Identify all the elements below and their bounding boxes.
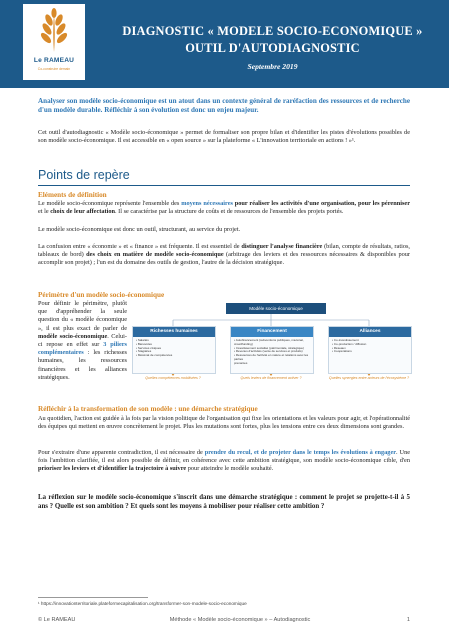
pillar-items (329, 337, 411, 356)
pillar-items (133, 337, 215, 360)
footer-copyright: © Le RAMEAU (38, 617, 76, 623)
text-run: pour atteindre le modèle souhaité. (186, 465, 274, 473)
document-subtitle: OUTIL D'AUTODIAGNOSTIC (185, 41, 360, 55)
list-item: prenantes (234, 360, 248, 365)
footnote-divider (38, 597, 148, 598)
pillar-items (231, 337, 313, 368)
text-run: . Une fois l'ambition clarifiée, il est alors possible de définir, en cohérence avec cette ambition stratégique, son modèle socio-économique cible, d'en (38, 449, 411, 465)
finance-paragraph (38, 243, 410, 268)
list-item: • Services civiques (136, 345, 162, 350)
text-run: prioriser les leviers et d'identifier la trajectoire à suivre (38, 465, 187, 473)
list-item: • Ressources de l'activité en nature et relations avec les parties (234, 353, 309, 361)
list-item: • Salariés (136, 338, 149, 342)
document-title: DIAGNOSTIC « MODELE SOCIO-ECONOMIQUE » (122, 24, 423, 38)
pillar-label: Alliances (329, 327, 411, 337)
pillar-financement (230, 326, 314, 374)
list-item: • Co-investissement (332, 338, 359, 342)
intro-paragraph: Analyser son modèle socio-économique est un atout dans un contexte général de raréfaction des ressources et de recherche d'un modèle durable. Réfléchir à son évolution est donc un enjeu majeur. (38, 97, 410, 114)
list-item: • Autofinancement (subventions publiques, mécénat, crowdfunding) (234, 338, 304, 346)
footer-title: Méthode « Modèle socio-économique » – Autodiagnostic (169, 617, 311, 623)
text-run: moyens nécessaires (181, 200, 233, 207)
list-item: • Réseaux (332, 345, 346, 350)
footnote: ¹ https://innovationterritoriale.plateformecapitalisation.org/transformer-son-modele-socio-economique (38, 601, 247, 606)
text-run: (arbitrage des leviers et des ressources nécessaires & disponibles pour accomplir son projet) ; l'un est du domaine des outils de gestion, l'autre de la décision stratégique. (38, 251, 410, 267)
intro-paragraph-2: Cet outil d'autodiagnostic « Modèle socio-économique » permet de formaliser son propre bilan et d'identifier les pistes d'évolutions possibles de son modèle socio-économique. Il est accessible en « open source » sur la plateforme « L'innovation territoriale en actions ! »¹. (38, 129, 410, 145)
text-run: modèle socio-économique (38, 332, 108, 340)
text-run: 3 piliers complémentaires (38, 341, 127, 357)
list-item: • Mécénat de compétences (136, 353, 173, 358)
text-run: La confusion entre « économie » et « finance » est fréquente. Il est essentiel de (38, 243, 242, 250)
pillars-diagram (132, 303, 410, 385)
pillar-label: Financement (231, 327, 313, 337)
text-run: Pour définir le périmètre, plutôt que d'appréhender la seule question du « modèle économique », il est plus exact de parler de (38, 300, 127, 332)
pillar-question: Quelles synergies entre acteurs de l'écosystème ? (328, 376, 410, 380)
list-item: • Co-production / diffusion (332, 341, 367, 346)
section-heading: Points de repère (38, 168, 130, 182)
logo-tagline: Co-construire demain (37, 67, 71, 71)
list-item: • Revenus d'activités (vente de services et produits) (234, 349, 303, 354)
diagram-title: Modèle socio-économique (226, 303, 326, 314)
logo (23, 4, 85, 80)
subheading-perimeter: Périmètre d'un modèle socio-économique (38, 291, 165, 299)
definition-paragraph (38, 200, 410, 216)
list-item: • Coopérations (332, 349, 352, 354)
text-run: : les richesses humaines, les ressources financières et les alliances stratégiques. (38, 349, 127, 381)
text-run: pour réaliser les activités d'une organisation, pour les pérenniser (232, 200, 410, 207)
subheading-transformation: Réfléchir à la transformation de son modèle : une démarche stratégique (38, 405, 258, 413)
text-run: . Il se caractérise par la structure de coûts et de ressources de l'ensemble des projets portés. (115, 208, 344, 216)
list-item: • Stagiaires (136, 349, 152, 354)
pillar-label: Richesses humaines (133, 327, 215, 337)
subheading-definition: Eléments de définition (38, 191, 107, 199)
text-run: . Celui-ci repose en effet sur (38, 332, 127, 349)
key-question-paragraph: La réflexion sur le modèle socio-économique s'inscrit dans une démarche stratégique : comment le projet se projette-t-il à 5 ans ? Quelle est son ambition ? Et quels sont les moyens à mobiliser pour réaliser cette ambition ? (38, 494, 410, 510)
perimeter-paragraph (38, 300, 127, 382)
definition-paragraph-2: Le modèle socio-économique est donc un outil, structurant, au service du projet. (38, 226, 241, 233)
strategy-paragraph (38, 449, 410, 474)
text-run: Le modèle socio-économique représente l'ensemble des (38, 200, 182, 207)
text-run: (bilan, compte de résultats, ratios, tableaux de bord) (38, 243, 411, 259)
text-run: Pour s'extraire d'une apparente contradiction, il est nécessaire de (38, 449, 205, 456)
header-band (0, 0, 449, 88)
pillar-question: Quelles compétences mobilisées ? (145, 376, 201, 380)
rameau-logo-icon (23, 6, 85, 58)
pillar-question: Quels leviers de financement activer ? (240, 376, 302, 380)
text-run: et le (38, 208, 51, 216)
text-run: distinguer l'analyse financière (241, 243, 323, 250)
pillar-richesses-humaines (132, 326, 216, 374)
document-date: Septembre 2019 (247, 62, 298, 71)
section-divider (38, 185, 410, 186)
logo-name: Le RAMEAU (33, 57, 75, 64)
text-run: choix de leur affectation (50, 208, 116, 216)
text-run: des choix en matière de modèle socio-économique (86, 251, 224, 259)
transformation-paragraph: Au quotidien, l'action est guidée à la fois par la vision politique de l'organisation qui fixe les orientations et les valeurs pour agir, et l'opérationnalité des équipes qui mettent en œuvre concrètement le projet. Plus les mutations sont fortes, plus les tensions entre ces deux dimensions sont grandes. (38, 415, 411, 431)
page-number: 1 (406, 617, 410, 623)
list-item: • Investissement socialisé (patrimoniale, stratégique) (234, 345, 304, 350)
text-run: prendre du recul, et de projeter dans le temps les évolutions à engager (204, 449, 397, 456)
list-item: • Bénévoles (136, 341, 152, 346)
pillar-alliances (328, 326, 412, 374)
